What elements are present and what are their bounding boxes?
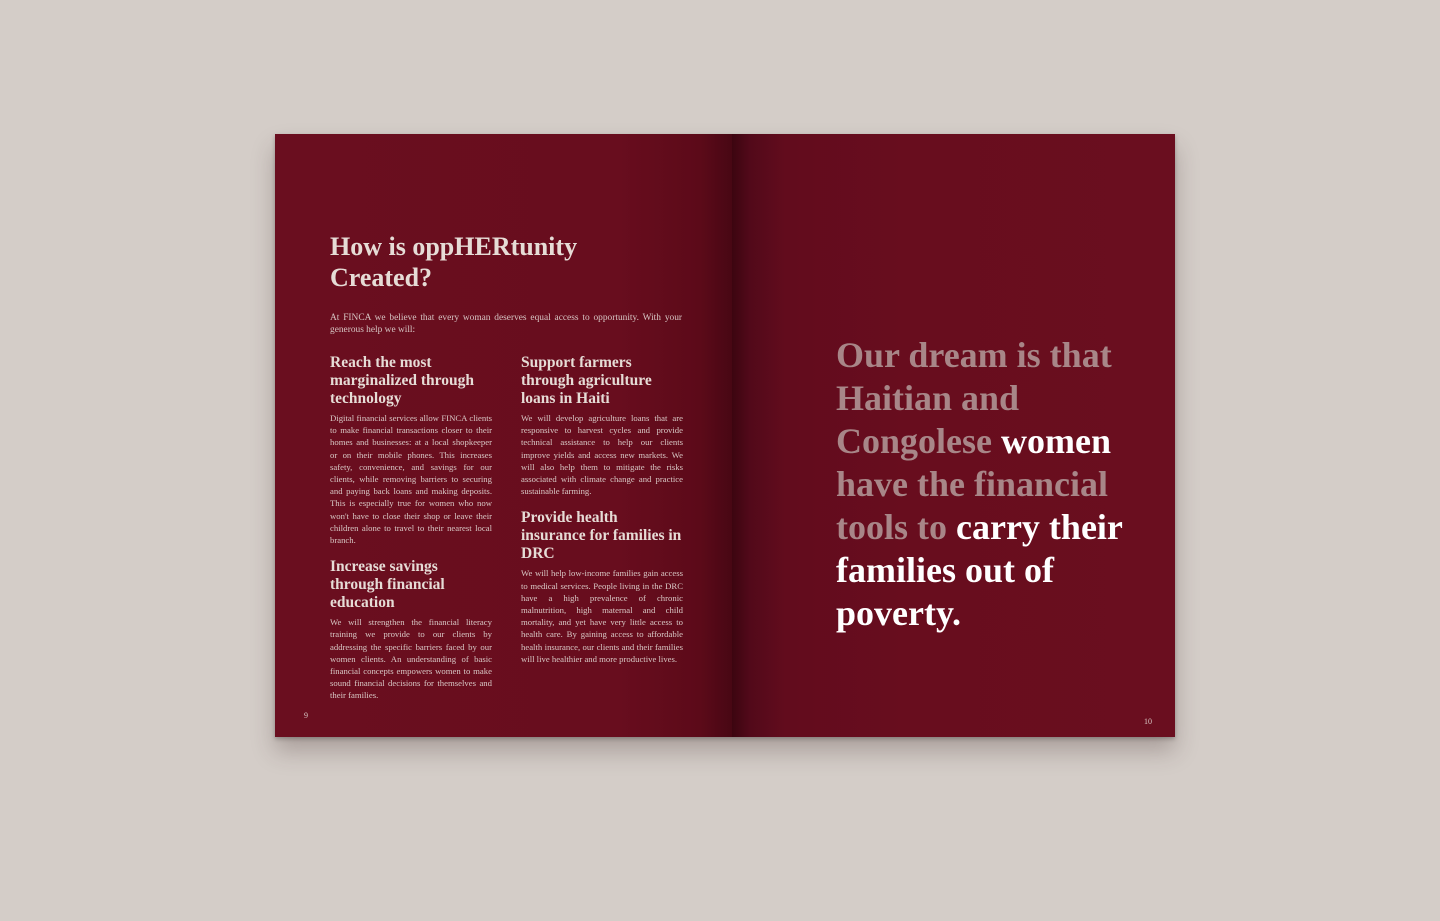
section-financial-education	[330, 558, 492, 701]
section-heading: Reach the most marginalized through technology	[330, 354, 474, 407]
intro-paragraph: At FINCA we believe that every woman deserves equal access to opportunity. With your generous help we will:	[330, 313, 682, 335]
brochure-spread	[275, 134, 1175, 737]
section-body: We will strengthen the financial literacy training we provide to our clients by addressing the specific barriers faced by our women clients. An understanding of basic financial concepts empowers women to make sound financial decisions for themselves and their families.	[330, 617, 492, 701]
section-technology	[330, 354, 492, 546]
section-body: We will develop agriculture loans that are responsive to harvest cycles and provide technical assistance to help our clients improve yields and access new markets. We will also help them to mitigate the risks associated with climate change and practice sustainable farming.	[521, 413, 683, 497]
quote-part-2: women	[1001, 421, 1111, 461]
section-body: Digital financial services allow FINCA clients to make financial transactions closer to their homes and businesses: at a local shopkeeper or on their mobile phones. This increases safety, convenience, and savings for our clients, while removing barriers to securing and paying back loans and making deposits. This is especially true for women who now won't have to close their shop or leave their children alone to travel to their nearest local branch.	[330, 413, 492, 546]
quote-part-1: Our dream is that Haitian and Congolese	[836, 335, 1112, 461]
section-heading: Support farmers through agriculture loans in Haiti	[521, 354, 652, 407]
right-column	[521, 354, 683, 677]
page-number-left: 9	[304, 711, 308, 720]
right-page	[732, 134, 1175, 737]
section-body: We will help low-income families gain access to medical services. People living in the DRC have a high prevalence of chronic malnutrition, high maternal and child mortality, and yet have very little access to health care. By gaining access to affordable health insurance, our clients and their families will live healthier and more productive lives.	[521, 568, 683, 664]
quote-part-3: have the financial tools to	[836, 464, 1109, 547]
page-number-right: 10	[1144, 717, 1152, 726]
section-agriculture	[521, 354, 683, 497]
section-health-insurance	[521, 509, 683, 665]
left-page	[275, 134, 732, 737]
page-title: How is oppHERtunity Created?	[330, 232, 578, 292]
section-heading: Increase savings through financial education	[330, 558, 445, 612]
quote-part-4: carry their families out of poverty.	[836, 507, 1123, 633]
section-heading: Provide health insurance for families in DRC	[521, 509, 682, 563]
pull-quote	[836, 334, 1136, 635]
left-column	[330, 354, 492, 714]
